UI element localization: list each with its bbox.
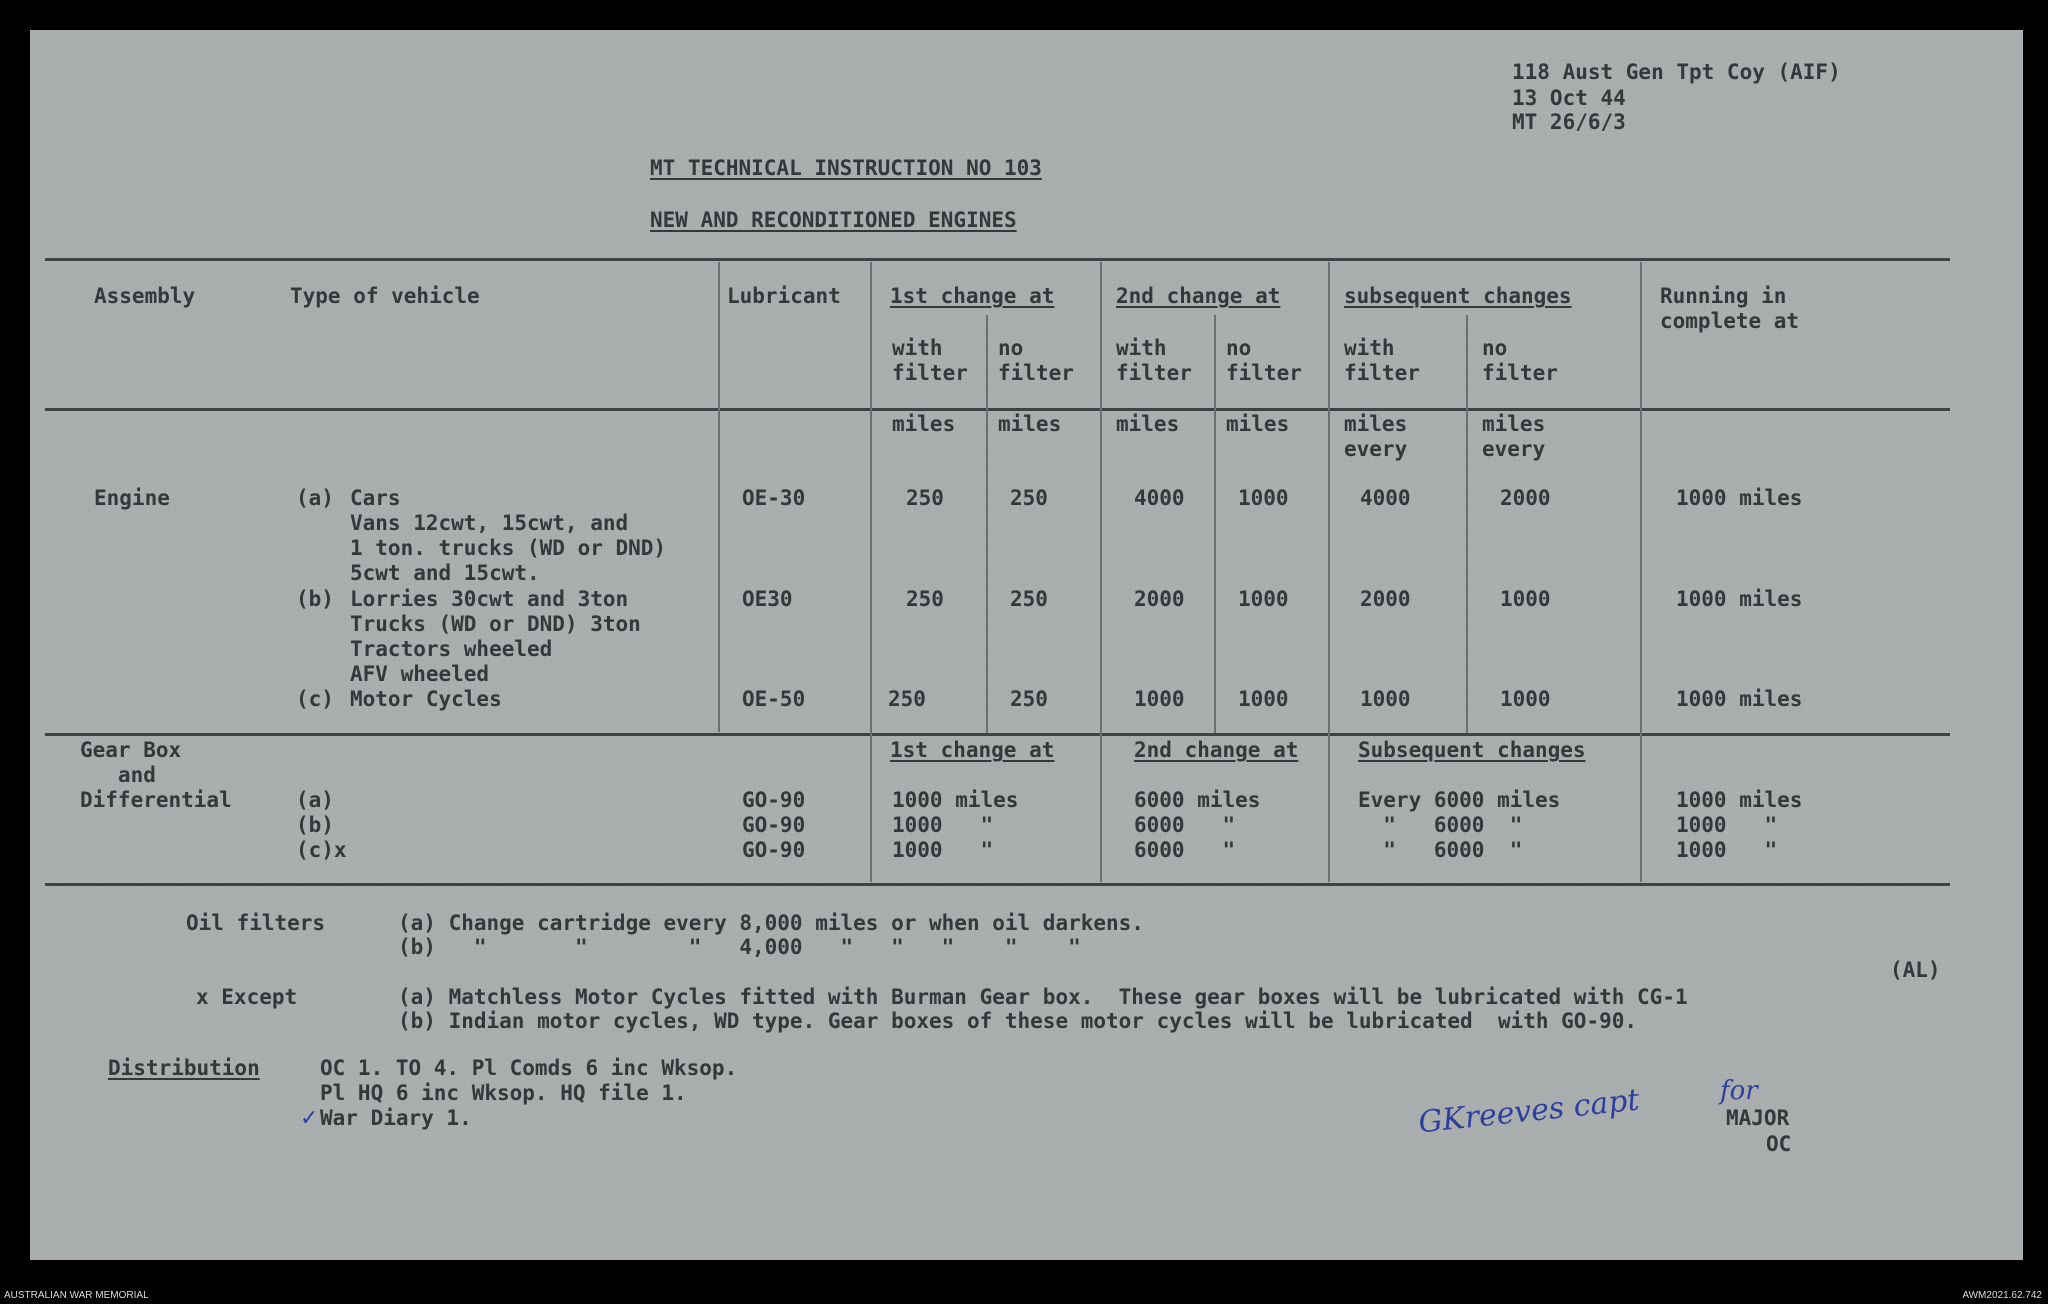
document-reference: MT 26/6/3: [1512, 110, 1626, 134]
header-bottom-rule: [45, 408, 1950, 411]
distribution-list: OC 1. TO 4. Pl Comds 6 inc Wksop. Pl HQ 6 inc Wksop. HQ file 1. War Diary 1.: [320, 1056, 738, 1130]
oil-filters-label: Oil filters: [186, 911, 326, 935]
signature-role: OC: [1766, 1132, 1792, 1156]
header-assembly: Assembly: [94, 284, 196, 308]
header-first-change: 1st change at: [890, 284, 1055, 308]
table-bottom-rule: [45, 883, 1950, 886]
assembly-gearbox: Gear Box and Differential: [80, 738, 232, 812]
row-letter: (a): [296, 486, 334, 510]
subsequent-no-filter: 1000: [1500, 587, 1551, 611]
handwritten-for: for: [1720, 1076, 1758, 1106]
header-second-change: 2nd change at: [1116, 284, 1281, 308]
second-with-filter: 2000: [1134, 587, 1185, 611]
document-date: 13 Oct 44: [1512, 86, 1626, 110]
second-no-filter: 1000: [1238, 486, 1289, 510]
subsequent-no-filter: 2000: [1500, 486, 1551, 510]
unit-miles: miles: [998, 412, 1062, 436]
lubricant-value: OE30: [742, 587, 793, 611]
gearbox-running-in: 1000 miles 1000 " 1000 ": [1676, 788, 1803, 862]
signature-rank: MAJOR: [1726, 1106, 1790, 1130]
unit-miles: miles: [1116, 412, 1180, 436]
column-divider: [986, 315, 988, 733]
oil-filters-note-a: (a) Change cartridge every 8,000 miles or when oil darkens.: [398, 911, 1144, 935]
engine-bottom-rule: [45, 733, 1950, 736]
second-with-filter: 1000: [1134, 687, 1185, 711]
oil-filters-note-b: (b) " " " 4,000 " " " " ": [398, 935, 1081, 959]
except-label: x Except: [196, 985, 298, 1009]
row-letter: (c): [296, 687, 334, 711]
unit-miles-every: miles every: [1344, 412, 1408, 461]
footer-accession: AWM2021.62.742: [1962, 1290, 2042, 1301]
document-subtitle: NEW AND RECONDITIONED ENGINES: [650, 208, 1017, 232]
first-no-filter: 250: [1010, 687, 1048, 711]
column-divider: [1466, 315, 1468, 733]
gearbox-row-letters: (a) (b) (c)x: [296, 788, 347, 862]
gearbox-subsequent-header: Subsequent changes: [1358, 738, 1586, 762]
gearbox-subsequent-changes: Every 6000 miles " 6000 " " 6000 ": [1358, 788, 1561, 862]
gearbox-first-header: 1st change at: [890, 738, 1055, 762]
header-with-filter: with filter: [892, 336, 968, 385]
first-with-filter: 250: [888, 687, 926, 711]
header-type-of-vehicle: Type of vehicle: [290, 284, 480, 308]
header-with-filter: with filter: [1116, 336, 1192, 385]
handwritten-signature: GKreeves capt: [1416, 1082, 1642, 1141]
unit-name: 118 Aust Gen Tpt Coy (AIF): [1512, 60, 1841, 84]
gearbox-first-change: 1000 miles 1000 " 1000 ": [892, 788, 1019, 862]
column-divider: [870, 262, 872, 882]
distribution-label: Distribution: [108, 1056, 260, 1080]
vehicle-description: Motor Cycles: [350, 687, 502, 711]
header-no-filter: no filter: [1482, 336, 1558, 385]
second-with-filter: 4000: [1134, 486, 1185, 510]
unit-miles-every: miles every: [1482, 412, 1546, 461]
subsequent-no-filter: 1000: [1500, 687, 1551, 711]
column-divider: [718, 262, 720, 732]
subsequent-with-filter: 2000: [1360, 587, 1411, 611]
gearbox-lubricant: GO-90 GO-90 GO-90: [742, 788, 806, 862]
header-subsequent-changes: subsequent changes: [1344, 284, 1572, 308]
header-no-filter: no filter: [1226, 336, 1302, 385]
first-no-filter: 250: [1010, 587, 1048, 611]
vehicle-description: Lorries 30cwt and 3ton Trucks (WD or DND) 3ton Tractors wheeled AFV wheeled: [350, 587, 641, 686]
header-lubricant: Lubricant: [727, 284, 841, 308]
except-note-b: (b) Indian motor cycles, WD type. Gear boxes of these motor cycles will be lubricated with GO-90.: [398, 1009, 1638, 1033]
lubricant-value: OE-30: [742, 486, 806, 510]
gearbox-second-header: 2nd change at: [1134, 738, 1299, 762]
second-no-filter: 1000: [1238, 587, 1289, 611]
header-running-in: Running in complete at: [1660, 284, 1800, 333]
running-in-value: 1000 miles: [1676, 587, 1803, 611]
running-in-value: 1000 miles: [1676, 486, 1803, 510]
running-in-value: 1000 miles: [1676, 687, 1803, 711]
unit-miles: miles: [892, 412, 956, 436]
header-no-filter: no filter: [998, 336, 1074, 385]
column-divider: [1640, 262, 1642, 882]
column-divider: [1328, 262, 1330, 882]
footer-source: AUSTRALIAN WAR MEMORIAL: [4, 1290, 149, 1301]
subsequent-with-filter: 4000: [1360, 486, 1411, 510]
column-divider: [1214, 315, 1216, 733]
tick-mark: ✓: [300, 1106, 319, 1131]
vehicle-description: Cars Vans 12cwt, 15cwt, and 1 ton. trucks (WD or DND) 5cwt and 15cwt.: [350, 486, 667, 585]
typist-initials: (AL): [1890, 958, 1941, 982]
lubricant-value: OE-50: [742, 687, 806, 711]
row-letter: (b): [296, 587, 334, 611]
first-with-filter: 250: [906, 486, 944, 510]
table-top-rule: [45, 258, 1950, 261]
assembly-engine: Engine: [94, 486, 170, 510]
first-with-filter: 250: [906, 587, 944, 611]
subsequent-with-filter: 1000: [1360, 687, 1411, 711]
gearbox-second-change: 6000 miles 6000 " 6000 ": [1134, 788, 1261, 862]
header-with-filter: with filter: [1344, 336, 1420, 385]
unit-miles: miles: [1226, 412, 1290, 436]
column-divider: [1100, 262, 1102, 882]
first-no-filter: 250: [1010, 486, 1048, 510]
second-no-filter: 1000: [1238, 687, 1289, 711]
except-note-a: (a) Matchless Motor Cycles fitted with Burman Gear box. These gear boxes will be lubricated with CG-1: [398, 985, 1688, 1009]
document-title: MT TECHNICAL INSTRUCTION NO 103: [650, 156, 1042, 180]
